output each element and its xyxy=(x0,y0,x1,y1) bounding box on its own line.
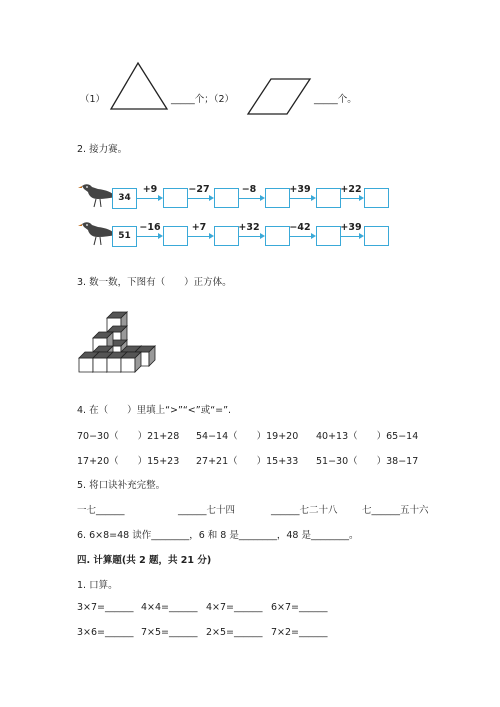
calc-item: 3×7=______ xyxy=(77,602,134,613)
chain-1-op-2: −27 xyxy=(188,184,210,195)
compare-item: 27+21（ ）15+33 xyxy=(196,456,299,467)
chain-1-op-5: +22 xyxy=(340,184,362,195)
question-5-title: 5. 将口诀补充完整。 xyxy=(77,480,166,491)
shape-blank-1: _____个；（2） xyxy=(171,94,235,105)
chain-1-op-3: −8 xyxy=(241,184,257,195)
compare-item: 40+13（ ）65−14 xyxy=(316,431,419,442)
chain-1-start-box: 34 xyxy=(112,188,137,209)
chain-2-op-2: +7 xyxy=(191,222,207,233)
compare-item: 51−30（ ）38−17 xyxy=(316,456,419,467)
shape-blank-2: _____个。 xyxy=(314,94,357,105)
question-3-title: 3. 数一数，下图有（ ）正方体。 xyxy=(77,277,232,288)
calc-title: 1. 口算。 xyxy=(77,580,118,591)
calc-item: 7×2=______ xyxy=(271,627,328,638)
rhyme-item: 七______五十六 xyxy=(362,505,429,516)
section-4-heading: 四. 计算题(共 2 题，共 21 分) xyxy=(77,555,212,566)
rhyme-item: ______七二十八 xyxy=(271,505,338,516)
chain-2-op-4: −42 xyxy=(289,222,311,233)
shape-label-1: （1） xyxy=(80,94,106,105)
cube-stack-figure xyxy=(77,308,157,378)
calc-item: 2×5=______ xyxy=(206,627,263,638)
calc-item: 4×7=______ xyxy=(206,602,263,613)
compare-item: 70−30（ ）21+28 xyxy=(77,431,180,442)
rhyme-item: ______七十四 xyxy=(178,505,236,516)
chain-2-start-box: 51 xyxy=(112,226,137,247)
question-4-title: 4. 在（ ）里填上“>”“<”或“=”. xyxy=(77,405,232,416)
chain-2-op-3: +32 xyxy=(238,222,260,233)
chain-1-answer-box-5[interactable] xyxy=(364,188,389,208)
calc-item: 4×4=______ xyxy=(141,602,198,613)
question-2-title: 2. 接力赛。 xyxy=(77,144,128,155)
chain-2-answer-box-5[interactable] xyxy=(364,226,389,246)
question-6-text: 6. 6×8=48 读作________，6 和 8 是________，48 是________。 xyxy=(77,530,359,541)
compare-item: 17+20（ ）15+23 xyxy=(77,456,180,467)
chain-2-op-5: +39 xyxy=(340,222,362,233)
chain-1-op-4: +39 xyxy=(289,184,311,195)
calc-item: 3×6=______ xyxy=(77,627,134,638)
compare-item: 54−14（ ）19+20 xyxy=(196,431,299,442)
calc-item: 7×5=______ xyxy=(141,627,198,638)
parallelogram-shape xyxy=(247,78,312,116)
chain-2-op-1: −16 xyxy=(139,222,161,233)
calc-item: 6×7=______ xyxy=(271,602,328,613)
chain-1-op-1: +9 xyxy=(142,184,158,195)
triangle-shape xyxy=(110,62,170,112)
rhyme-item: 一七______ xyxy=(77,505,125,516)
